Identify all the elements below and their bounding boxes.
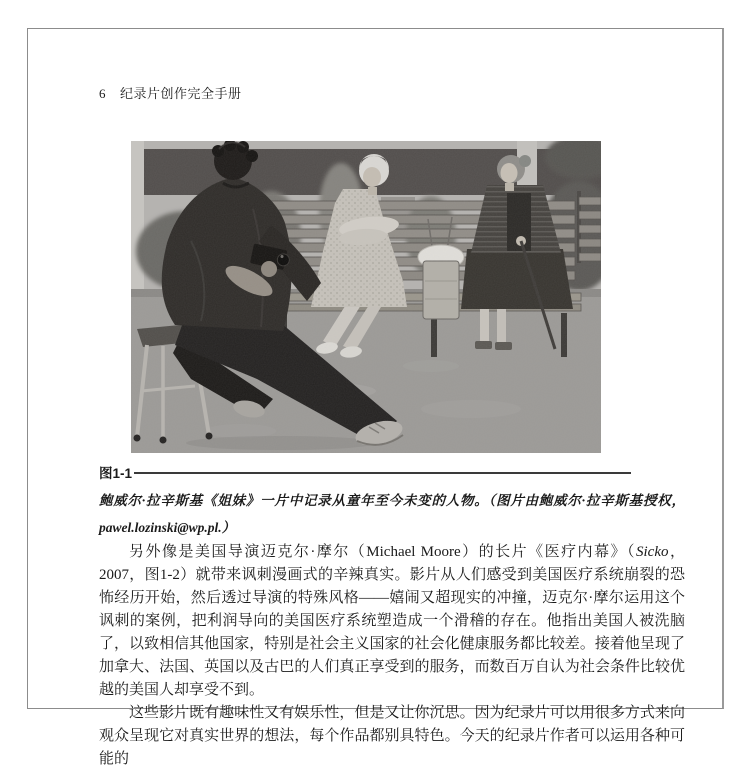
body-paragraph-1 — [99, 541, 685, 702]
figure-photo — [131, 141, 601, 453]
figure-rule — [134, 472, 631, 474]
paragraph1-part2: ，2007，图1-2）就带来讽刺漫画式的辛辣真实。影片从人们感受到美国医疗系统崩裂的恐怖经历开始，然后透过导演的特殊风格——嬉闹又超现实的冲撞，迈克尔·摩尔运用这个讽刺的案例，把利润导向的美国医疗系统塑造成一个滑稽的存在。他指出美国人被洗脑了，以致相信其他国家，特别是社会主义国家的社会化健康服务都比较差。接着他呈现了加拿大、法国、英国以及古巴的人们真正享受到的服务，而数百万自认为社会条件比较优越的美国人却享受不到。 — [99, 544, 685, 698]
figure-label-row — [99, 462, 631, 482]
figure-caption: 鲍威尔·拉辛斯基《姐妹》一片中记录从童年至今未变的人物。（图片由鲍威尔·拉辛斯基授权，pawel.lozinski@wp.pl.） — [99, 493, 685, 535]
page-number: 6 — [99, 86, 106, 101]
running-header — [99, 83, 242, 102]
bw-photo-illustration — [131, 141, 601, 453]
film-title-sicko: Sicko — [636, 544, 669, 560]
book-page — [27, 28, 724, 767]
film-grain-overlay — [131, 141, 601, 453]
paragraph1-part1: 另外像是美国导演迈克尔·摩尔（Michael Moore）的长片《医疗内幕》（ — [129, 544, 637, 560]
body-paragraph-2: 这些影片既有趣味性又有娱乐性，但是又让你沉思。因为纪录片可以用很多方式来向观众呈现它对真实世界的想法，每个作品都别具特色。今天的纪录片作者可以运用各种可能的 — [99, 705, 685, 767]
figure-label: 图1-1 — [99, 466, 133, 481]
book-title: 纪录片创作完全手册 — [120, 86, 242, 101]
body-text-block — [99, 541, 685, 771]
